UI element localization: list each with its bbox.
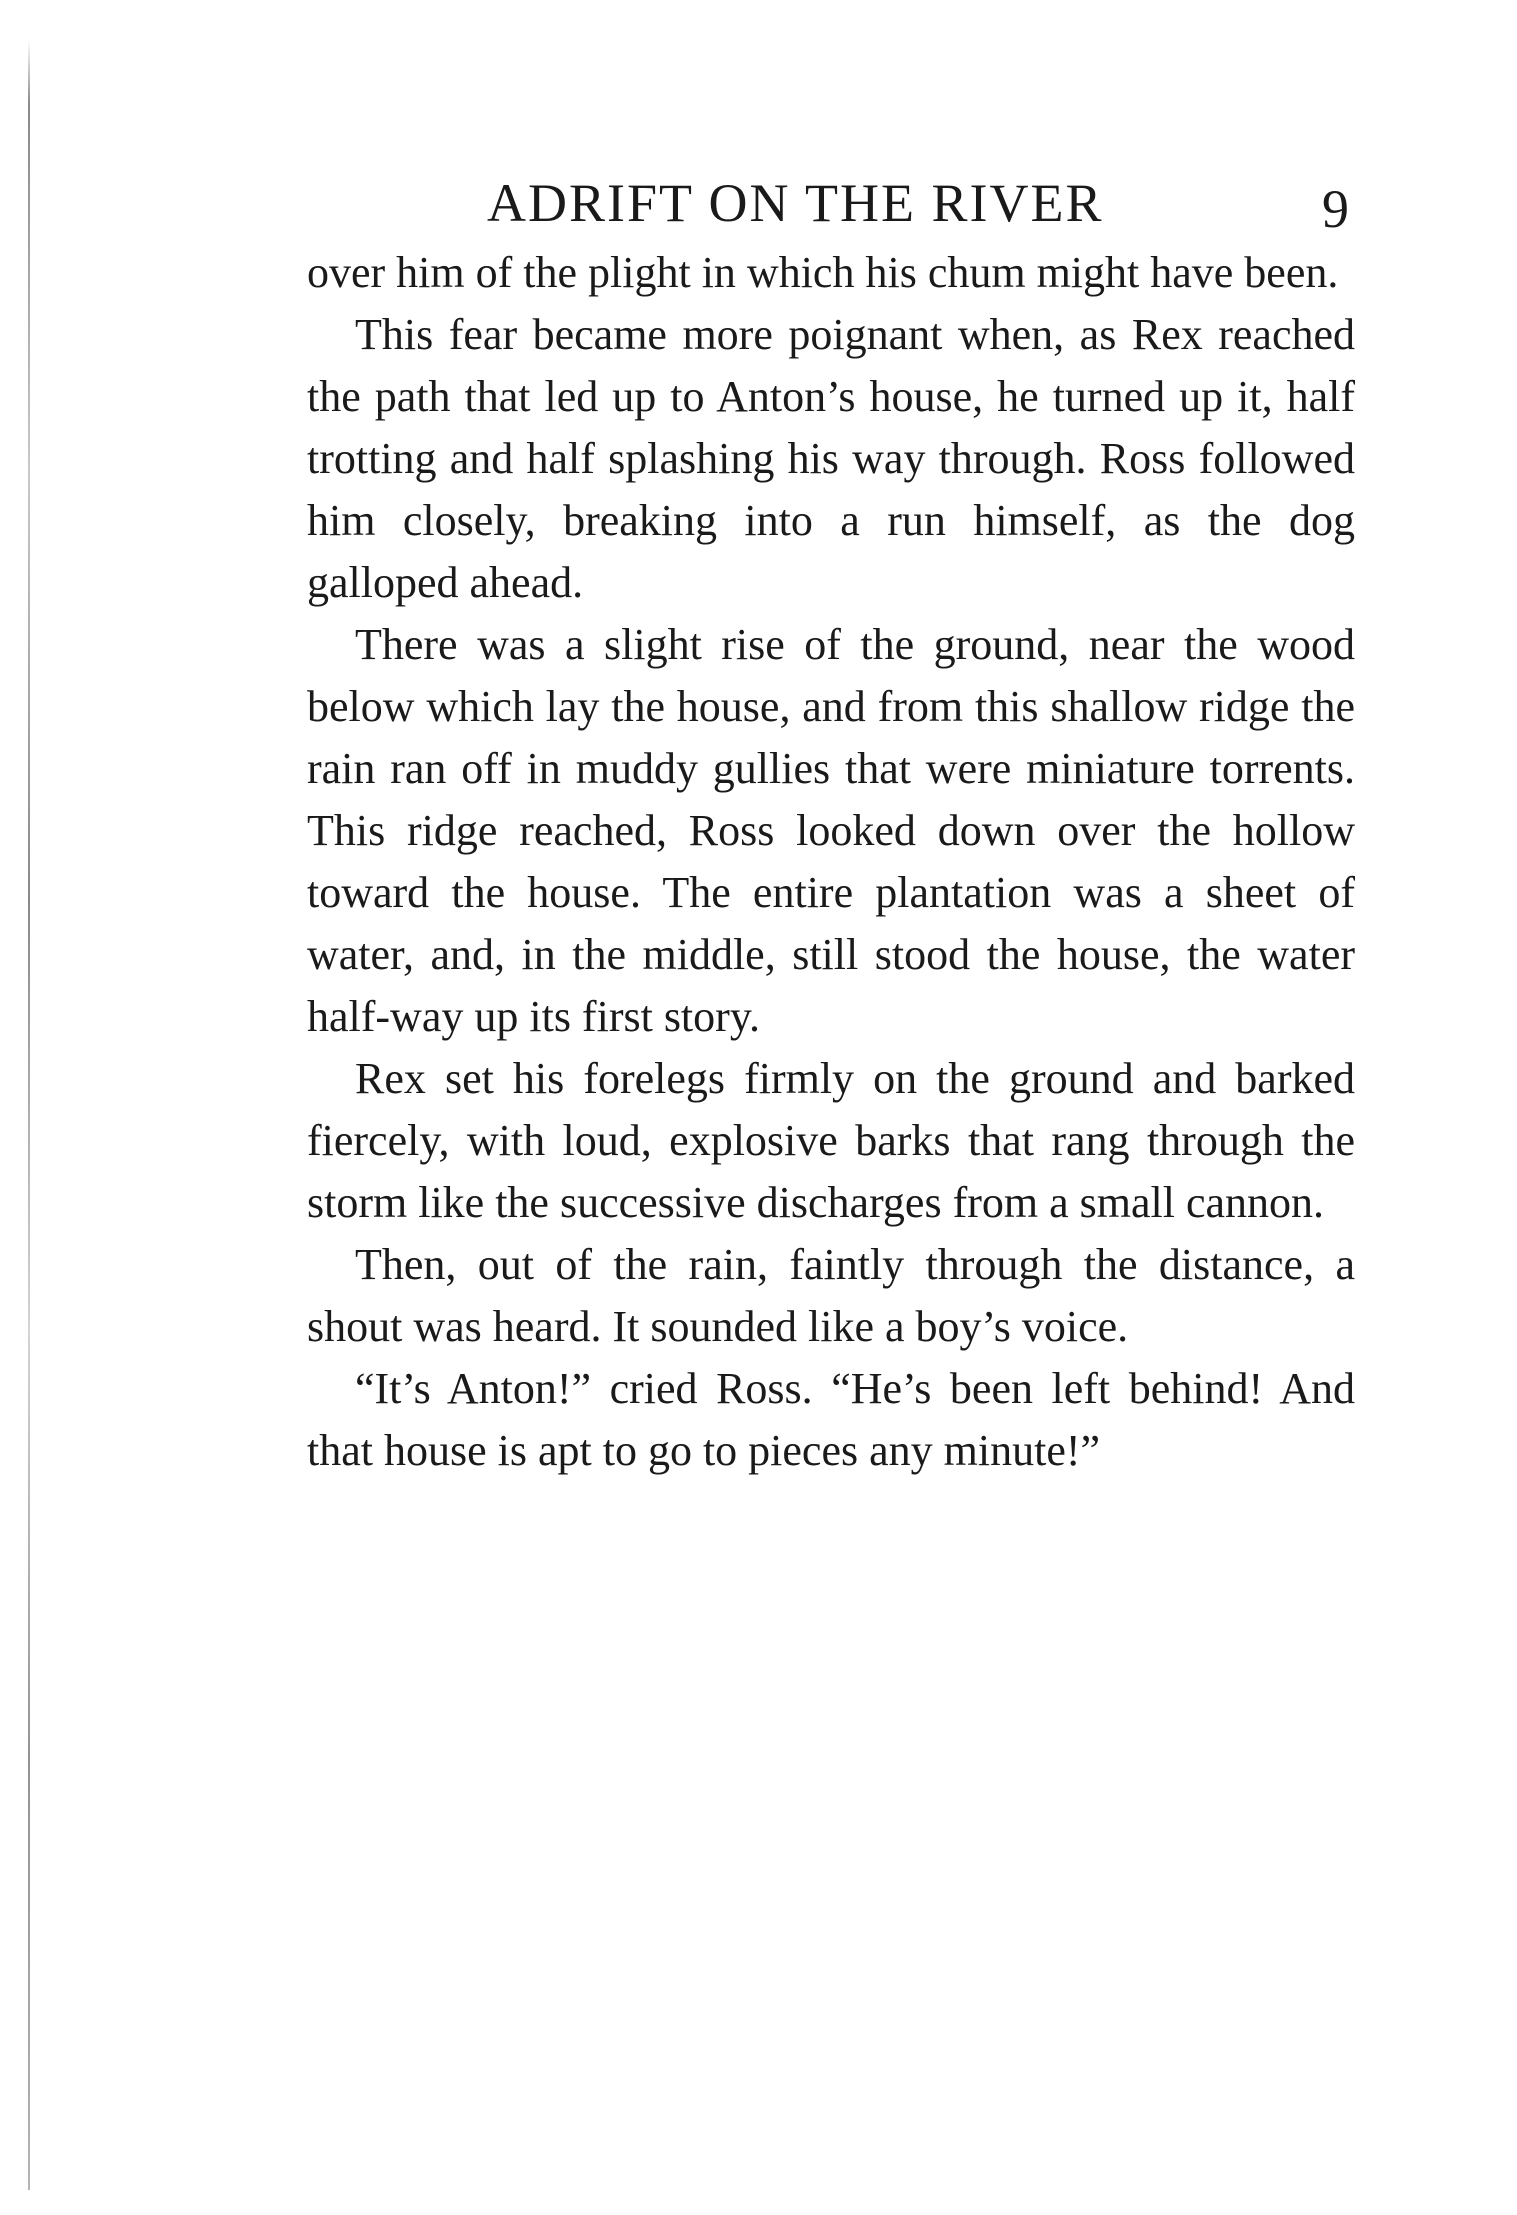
running-head [307,168,1355,240]
paragraph-shout: Then, out of the rain, faintly through the distance, a shout was heard. It sounded like a boy’s voice. [307,1240,1355,1351]
binding-edge-shadow [28,40,30,2190]
paragraph-rex-barks: Rex set his forelegs firmly on the ground and barked fiercely, with loud, explosive barks that rang through the storm like the successive discharges from a small cannon. [307,1054,1355,1227]
paragraph-dialogue: “It’s Anton!” cried Ross. “He’s been left behind! And that house is apt to go to pieces any minute!” [307,1364,1355,1475]
book-page [307,168,1355,1482]
page-number: 9 [1322,179,1349,239]
body-text [307,242,1355,1482]
paragraph-ridge: There was a slight rise of the ground, near the wood below which lay the house, and from this shallow ridge the rain ran off in muddy gullies that were miniature torrents. This ridge reached, Ross looked down over the hollow toward the house. The entire plantation was a sheet of water, and, in the middle, still stood the house, the water half-way up its first story. [307,620,1355,1041]
paragraph-continuation: over him of the plight in which his chum might have been. [307,248,1339,297]
paragraph-fear: This fear became more poignant when, as Rex reached the path that led up to Anton’s house, he turned up it, half trotting and half splashing his way through. Ross followed him closely, breaking into a run himself, as the dog galloped ahead. [307,310,1355,607]
running-title: ADRIFT ON THE RIVER [487,173,1104,233]
